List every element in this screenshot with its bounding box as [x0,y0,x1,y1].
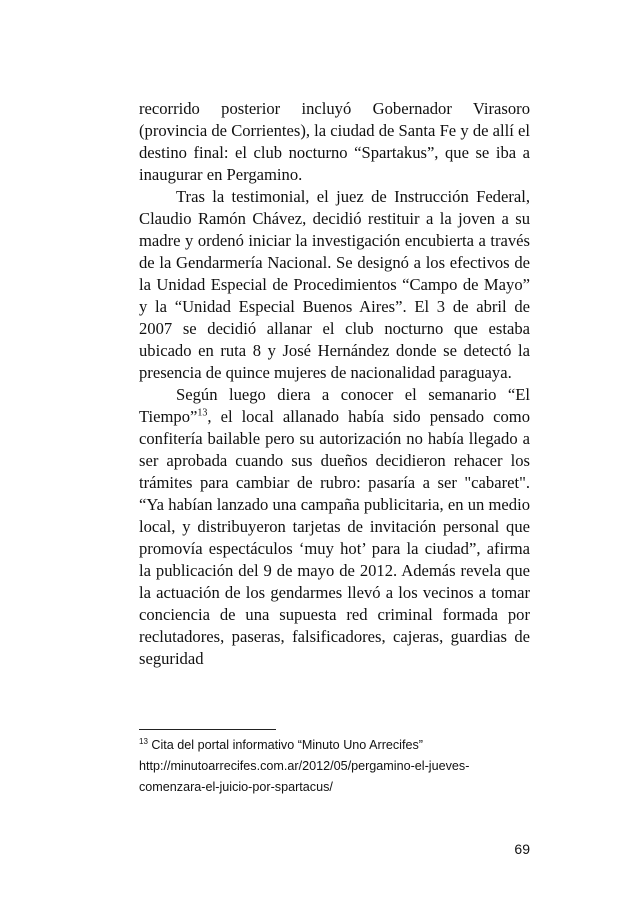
paragraph-3-start: Según luego diera a conocer el semanario “El Tiempo” [139,385,530,426]
footnote-number: 13 [139,736,148,746]
footnote-text: Cita del portal informativo “Minuto Uno Arrecifes” [147,738,423,752]
paragraph-1: recorrido posterior incluyó Gobernador Virasoro (provincia de Corrientes), la ciudad de Santa Fe y de allí el destino final: el club nocturno “Spartakus”, que se iba a inaugurar en Pergamino. [139,99,530,184]
body-text [139,98,530,670]
footnote-url-line-2[interactable]: comenzara-el-juicio-por-spartacus/ [139,780,333,794]
page-content [139,98,530,670]
footnote-separator [139,729,276,730]
footnote-reference-13[interactable]: 13 [197,407,208,419]
paragraph-3-rest: , el local allanado había sido pensado como confitería bailable pero su autorización no había llegado a ser aprobada cuando sus dueños decidieron rehacer los trámites para cambiar de rubro: pasaría a ser "cabaret". “Ya habían lanzado una campaña publicitaria, en un medio local, y distribuyeron tarjetas de invitación personal que promovía espectáculos ‘muy hot’ para la ciudad”, afirma la publicación del 9 de mayo de 2012. Además revela que la actuación de los gendarmes llevó a los vecinos a tomar conciencia de una supuesta red criminal formada por reclutadores, paseras, falsificadores, cajeras, guardias de seguridad [139,407,530,668]
paragraph-3 [139,384,530,670]
page-number: 69 [514,841,530,857]
paragraph-2: Tras la testimonial, el juez de Instrucción Federal, Claudio Ramón Chávez, decidió restituir a la joven a su madre y ordenó iniciar la investigación encubierta a través de la Gendarmería Nacional. Se designó a los efectivos de la Unidad Especial de Procedimientos “Campo de Mayo” y la “Unidad Especial Buenos Aires”. El 3 de abril de 2007 se decidió allanar el club nocturno que estaba ubicado en ruta 8 y José Hernández donde se detectó la presencia de quince mujeres de nacionalidad paraguaya. [139,187,530,382]
footnote-url-line-1[interactable]: http://minutoarrecifes.com.ar/2012/05/pergamino-el-jueves- [139,759,470,773]
footnote-line-1 [139,735,539,756]
footnote [139,735,539,798]
